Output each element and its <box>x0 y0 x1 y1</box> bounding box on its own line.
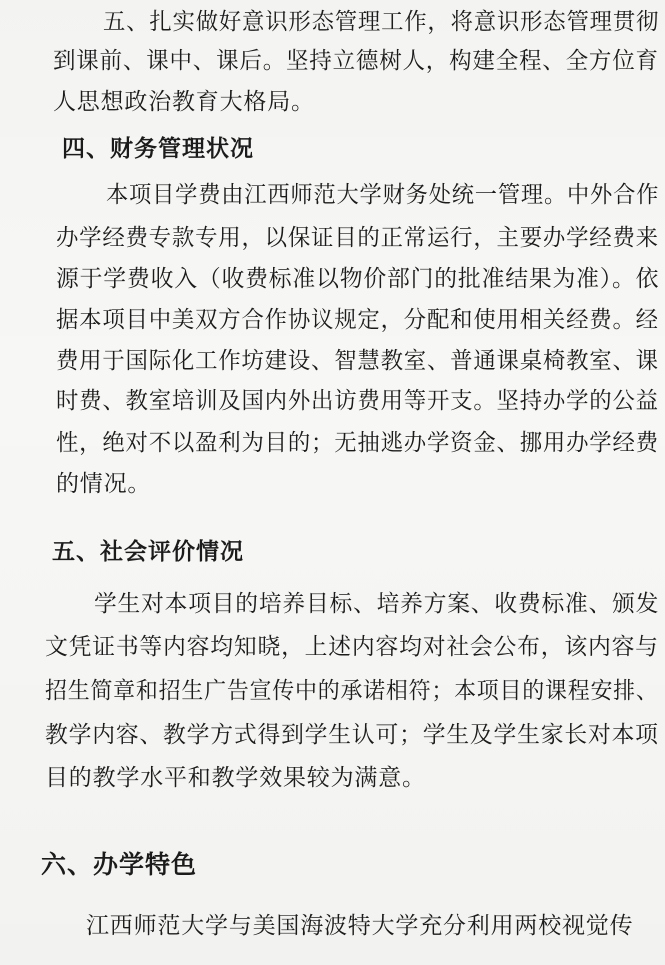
evaluation-line-5: 目的教学水平和教学效果较为满意。 <box>45 765 426 791</box>
finance-line-6: 时费、教室培训及国内外出访费用等开支。坚持办学的公益 <box>56 388 659 414</box>
finance-line-4: 据本项目中美双方合作协议规定，分配和使用相关经费。经 <box>56 307 659 333</box>
finance-line-5: 费用于国际化工作坊建设、智慧教室、普通课桌椅教室、课 <box>56 348 659 374</box>
finance-line-1: 本项目学费由江西师范大学财务处统一管理。中外合作 <box>106 182 660 208</box>
evaluation-line-3: 招生简章和招生广告宣传中的承诺相符；本项目的课程安排、 <box>45 678 659 704</box>
intro-line-3: 人思想政治教育大格局。 <box>53 89 315 115</box>
intro-line-1: 五、扎实做好意识形态管理工作，将意识形态管理贯彻 <box>103 9 660 35</box>
finance-line-8: 的情况。 <box>56 471 152 497</box>
finance-line-2: 办学经费专款专用，以保证目的正常运行，主要办学经费来 <box>56 225 659 251</box>
finance-heading: 四、财务管理状况 <box>62 136 254 162</box>
finance-line-3: 源于学费收入（收费标准以物价部门的批准结果为准）。依 <box>56 266 660 292</box>
finance-line-7: 性，绝对不以盈利为目的；无抽逃办学资金、挪用办学经费 <box>56 430 659 456</box>
features-heading: 六、办学特色 <box>41 850 198 879</box>
evaluation-line-4: 教学内容、教学方式得到学生认可；学生及学生家长对本项 <box>45 722 659 748</box>
evaluation-line-1: 学生对本项目的培养目标、培养方案、收费标准、颁发 <box>94 591 660 617</box>
intro-line-2: 到课前、课中、课后。坚持立德树人，构建全程、全方位育 <box>53 48 659 74</box>
evaluation-line-2: 文凭证书等内容均知晓，上述内容均对社会公布，该内容与 <box>45 634 659 660</box>
features-line-1: 江西师范大学与美国海波特大学充分利用两校视觉传 <box>86 913 634 939</box>
evaluation-heading: 五、社会评价情况 <box>52 539 244 565</box>
